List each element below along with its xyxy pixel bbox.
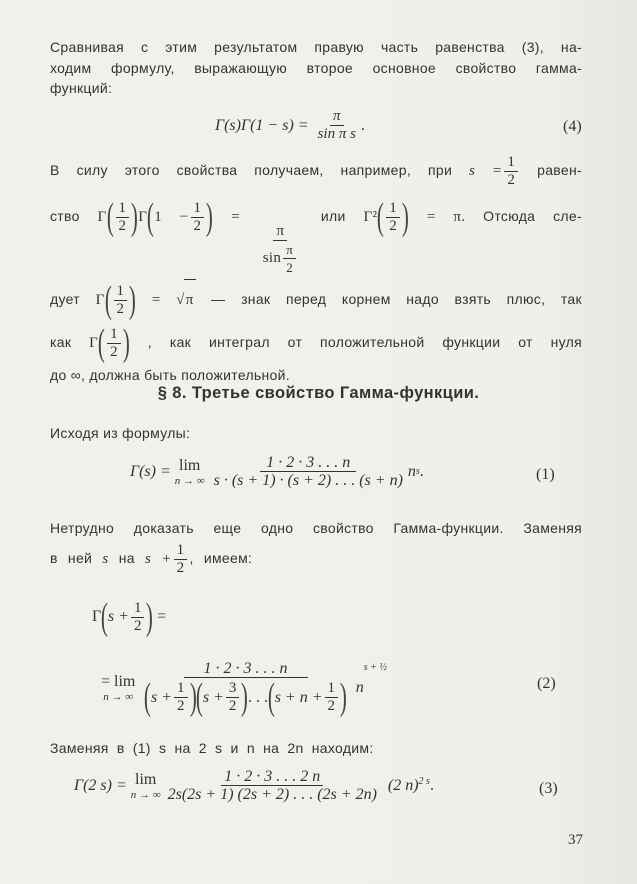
exponent: s + ½ — [363, 662, 387, 673]
numerator: 1 — [174, 680, 188, 698]
paren: ) — [401, 196, 410, 239]
equation-number: (2) — [537, 675, 556, 692]
math: s — [102, 551, 109, 567]
text-line — [50, 152, 582, 189]
gamma: Γ — [138, 209, 148, 225]
sqrt-arg: π — [184, 279, 196, 320]
paren: ( — [104, 279, 112, 322]
page-number: 37 — [568, 832, 583, 848]
numerator: 1 — [114, 283, 128, 301]
denominator: sin π s — [317, 126, 356, 142]
paren: ) — [146, 596, 154, 638]
denominator: 2s(2s + 1) (2s + 2) . . . (2s + 2n) — [167, 786, 377, 803]
text-line — [50, 279, 582, 320]
lim: lim — [179, 456, 201, 474]
fraction — [141, 660, 349, 716]
text: равен- — [537, 162, 582, 178]
eq-lhs: Γ(s) = — [130, 462, 171, 480]
numerator: 1 — [174, 542, 188, 560]
lim: = lim — [101, 673, 136, 690]
paren: ( — [147, 196, 155, 239]
eq-tail: . — [429, 776, 434, 794]
numerator: 1 — [131, 600, 145, 618]
numerator: 1 — [191, 200, 205, 218]
text: на — [118, 550, 135, 566]
text: ство — [50, 208, 80, 224]
numerator: 1 — [107, 326, 121, 344]
text-line — [50, 540, 582, 577]
text-line — [50, 322, 582, 363]
numerator: 1 — [325, 680, 339, 698]
equation-number: (1) — [536, 466, 555, 483]
numerator: 1 · 2 · 3 . . . 2 n — [221, 768, 323, 786]
equation-2-lhs — [92, 598, 166, 636]
paren: ) — [206, 196, 214, 239]
equation-number: (3) — [539, 780, 558, 797]
math: s + — [145, 551, 172, 567]
numerator: 1 · 2 · 3 . . . n — [184, 660, 308, 678]
paren: ( — [98, 322, 106, 365]
text-line: Заменяя в (1) s на 2 s и n на 2n находим: — [50, 740, 374, 756]
lim-subscript: n → ∞ — [130, 788, 161, 801]
denominator: 2 — [177, 697, 185, 714]
text: В силу этого свойства получаем, например, при — [50, 162, 453, 178]
paren: ) — [131, 196, 139, 239]
fraction — [131, 600, 145, 635]
denominator: s · (s + 1) · (s + 2) . . . (s + n) — [213, 472, 403, 489]
gamma: Γ — [89, 335, 99, 351]
paren: ( — [106, 196, 114, 239]
text-line — [50, 196, 582, 276]
numerator: 3 — [226, 680, 240, 698]
numerator: π — [273, 223, 287, 241]
eq-tail: . — [360, 116, 365, 134]
math: = — [231, 209, 240, 225]
numerator: 1 — [116, 200, 130, 218]
paren: ) — [122, 322, 130, 365]
denominator: 2 — [228, 697, 237, 714]
fraction — [174, 680, 188, 715]
equation-number: (4) — [563, 118, 582, 135]
denominator: 2 — [389, 217, 398, 234]
text-line: ходим формулу, выражающую второе основное свойство гамма- — [50, 60, 582, 76]
equation-1 — [130, 454, 424, 489]
fraction — [116, 200, 130, 235]
numerator: π — [283, 241, 296, 259]
fraction — [114, 283, 128, 318]
denominator: 2 — [110, 343, 118, 360]
limit — [101, 673, 135, 703]
lim: lim — [135, 770, 157, 788]
equation-3 — [74, 768, 434, 803]
fraction — [283, 241, 296, 276]
gamma: Γ — [95, 292, 105, 308]
math: = — [157, 608, 167, 625]
fraction — [174, 542, 188, 577]
denominator: 2 — [286, 260, 294, 275]
fraction — [107, 326, 121, 361]
section-heading: § 8. Третье свойство Гамма-функции. — [157, 384, 480, 402]
gamma-squared: Γ² — [363, 209, 378, 225]
fraction — [165, 768, 380, 803]
fraction — [191, 200, 205, 235]
denominator: 2 — [193, 217, 202, 234]
fraction — [211, 454, 406, 489]
sqrt-sign: √ — [176, 292, 185, 308]
text: дует — [50, 291, 80, 307]
text: или — [320, 208, 346, 224]
eq-tail: . — [419, 462, 424, 480]
gamma: Γ — [92, 608, 102, 625]
numerator: 1 · 2 · 3 . . . n — [260, 454, 356, 472]
limit — [131, 771, 161, 801]
fraction — [315, 108, 359, 143]
paren: ( — [377, 196, 385, 239]
fraction — [386, 200, 400, 235]
lim-subscript: n → ∞ — [103, 691, 134, 703]
math: = — [151, 292, 161, 308]
math: s + — [151, 688, 173, 706]
paren: ) — [129, 279, 137, 322]
power-base: (2 n) — [387, 776, 419, 794]
text: , имеем: — [189, 550, 253, 566]
text-line: до ∞, должна быть положительной. — [50, 367, 290, 383]
equation-4 — [215, 108, 365, 143]
math: 1 − — [154, 209, 189, 225]
text-line: Сравнивая с этим результатом правую часть равенства (3), на- — [50, 39, 582, 55]
denominator: 2 — [118, 217, 127, 234]
fraction — [260, 223, 301, 276]
limit — [175, 457, 205, 487]
text: — знак перед корнем надо взять плюс, так — [211, 291, 582, 307]
fraction — [325, 680, 339, 715]
numerator: π — [330, 108, 344, 126]
eq-lhs: Γ(2 s) = — [74, 776, 127, 794]
fraction — [226, 680, 240, 715]
text: Отсюда сле- — [483, 208, 582, 224]
math: s + — [202, 688, 224, 706]
denominator: ( s + $\frac{1}{2}$ ) ( s + $\frac{3}{2}$ ) . . . ( s + n + $\frac{1}{2}$ ) — [144, 676, 347, 718]
text-line: Нетрудно доказать еще одно свойство Гамма-функции. Заменяя — [50, 520, 582, 536]
text: , как интеграл от положительной функции от нуля — [147, 334, 582, 350]
fraction — [504, 154, 518, 189]
denominator: 2 — [133, 617, 142, 634]
denominator: 2 — [327, 697, 336, 714]
denominator: 2 — [176, 559, 185, 576]
exponent: 2 s — [418, 776, 430, 787]
text: в ней — [50, 550, 93, 566]
numerator: 1 — [386, 200, 400, 218]
math: s + — [107, 608, 129, 625]
denominator — [260, 241, 301, 276]
exponent: s — [415, 466, 420, 477]
math: s = — [469, 163, 503, 179]
math: = π. — [426, 209, 466, 225]
math: s + n + — [274, 688, 323, 706]
paren: ( — [101, 596, 109, 638]
gamma: Γ — [97, 209, 107, 225]
lim-subscript: n → ∞ — [174, 474, 205, 487]
sin: sin — [262, 249, 282, 266]
text: как — [50, 334, 72, 350]
eq-lhs: Γ(s)Γ(1 − s) = — [215, 116, 309, 134]
ellipsis: . . . — [248, 688, 269, 706]
numerator: 1 — [504, 154, 518, 172]
power-base: n — [407, 462, 416, 480]
power-base: n — [355, 679, 364, 696]
denominator: 2 — [116, 300, 125, 317]
text-line: Исходя из формулы: — [50, 425, 191, 441]
equation-2-rhs — [97, 660, 387, 716]
text-line: функций: — [50, 80, 113, 96]
denominator: 2 — [507, 171, 516, 188]
